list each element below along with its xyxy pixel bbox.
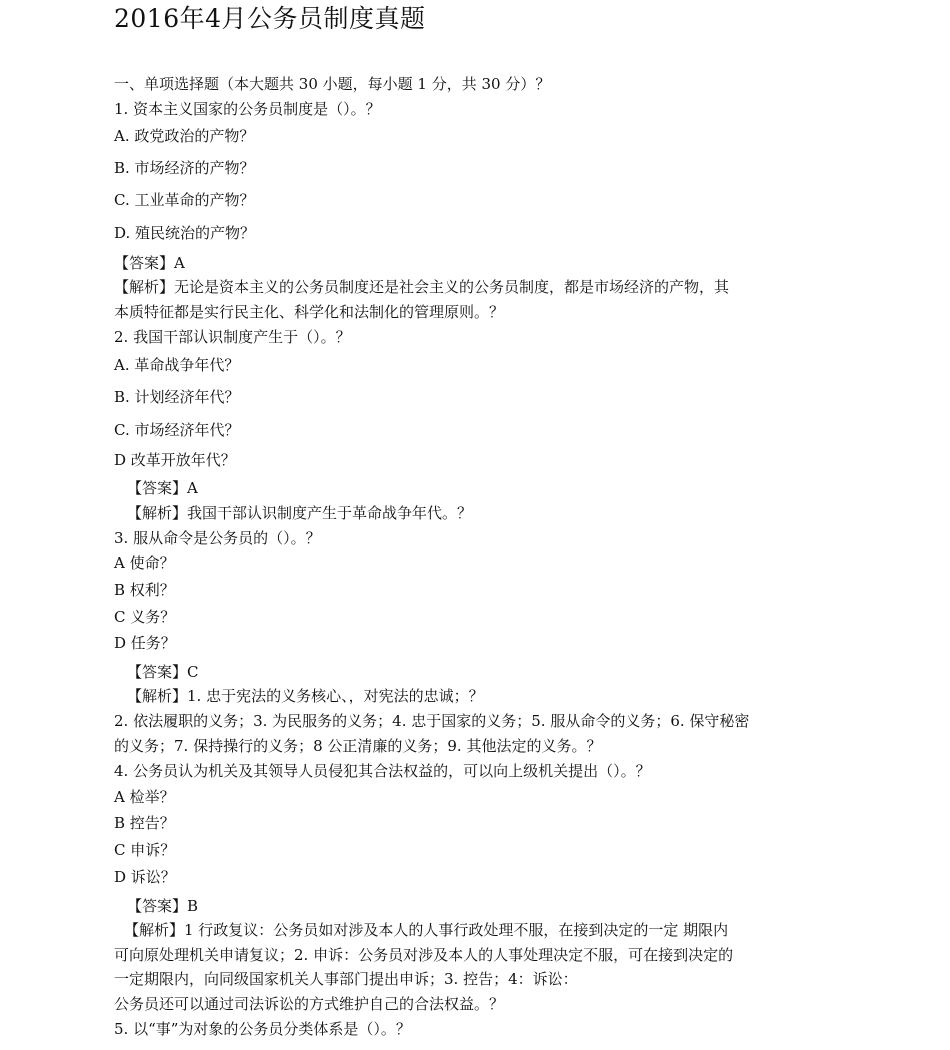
question-2-stem: 2. 我国干部认识制度产生于（）。？ xyxy=(114,328,351,346)
question-4-option-b: B 控告？ xyxy=(114,814,175,832)
question-3-option-b: B 权利？ xyxy=(114,581,175,599)
question-3-explanation-line: 【解析】1. 忠于宪法的义务核心、，对宪法的忠诚；？ xyxy=(127,687,484,705)
page-title: 2016年4月公务员制度真题 xyxy=(114,4,426,33)
question-1-option-d: D. 殖民统治的产物？ xyxy=(114,224,256,242)
question-2-option-b: B. 计划经济年代？ xyxy=(114,388,240,406)
question-4-option-d: D 诉讼？ xyxy=(114,868,176,886)
question-1-option-a: A. 政党政治的产物？ xyxy=(114,127,255,145)
question-5-stem: 5. 以“事”为对象的公务员分类体系是（）。？ xyxy=(114,1020,411,1038)
question-3-option-a: A 使命？ xyxy=(114,554,175,572)
question-1-answer: 【答案】A xyxy=(114,254,185,272)
question-3-option-c: C 义务？ xyxy=(114,608,176,626)
question-4-option-c: C 申诉？ xyxy=(114,841,176,859)
question-4-explanation-line: 公务员还可以通过司法诉讼的方式维护自己的合法权益。？ xyxy=(114,995,505,1013)
question-2-option-a: A. 革命战争年代？ xyxy=(114,356,240,374)
section-heading: 一、单项选择题（本大题共 30 小题，每小题 1 分，共 30 分）？ xyxy=(114,75,551,93)
question-2-option-d: D 改革开放年代？ xyxy=(114,451,236,469)
question-1-stem: 1. 资本主义国家的公务员制度是（）。？ xyxy=(114,100,381,118)
question-3-answer: 【答案】C xyxy=(127,663,199,681)
question-4-stem: 4. 公务员认为机关及其领导人员侵犯其合法权益的，可以向上级机关提出（）。？ xyxy=(114,762,651,780)
question-4-explanation-line: 【解析】1 行政复议：公务员如对涉及本人的人事行政处理不服，在接到决定的一定 期限内 xyxy=(124,921,729,939)
question-2-answer: 【答案】A xyxy=(127,479,198,497)
question-4-explanation-line: 一定期限内，向同级国家机关人事部门提出申诉；3. 控告；4：诉讼： xyxy=(114,970,578,988)
question-1-option-b: B. 市场经济的产物？ xyxy=(114,159,255,177)
question-4-explanation-line: 可向原处理机关申请复议；2. 申诉：公务员对涉及本人的人事处理决定不服，可在接到决定的 xyxy=(114,946,734,964)
question-4-answer: 【答案】B xyxy=(127,897,199,915)
question-1-explanation-line: 本质特征都是实行民主化、科学化和法制化的管理原则。？ xyxy=(114,303,505,321)
question-3-option-d: D 任务？ xyxy=(114,634,176,652)
question-3-explanation-line: 的义务；7. 保持操行的义务；8 公正清廉的义务；9. 其他法定的义务。？ xyxy=(114,737,602,755)
question-3-stem: 3. 服从命令是公务员的（）。？ xyxy=(114,529,321,547)
question-2-option-c: C. 市场经济年代？ xyxy=(114,421,240,439)
question-1-explanation-line: 【解析】无论是资本主义的公务员制度还是社会主义的公务员制度，都是市场经济的产物，其 xyxy=(114,278,730,296)
question-1-option-c: C. 工业革命的产物？ xyxy=(114,191,255,209)
question-4-option-a: A 检举？ xyxy=(114,788,175,806)
question-3-explanation-line: 2. 依法履职的义务；3. 为民服务的义务；4. 忠于国家的义务；5. 服从命令的义务；6. 保守秘密 xyxy=(114,712,750,730)
question-2-explanation-line: 【解析】我国干部认识制度产生于革命战争年代。？ xyxy=(127,504,473,522)
